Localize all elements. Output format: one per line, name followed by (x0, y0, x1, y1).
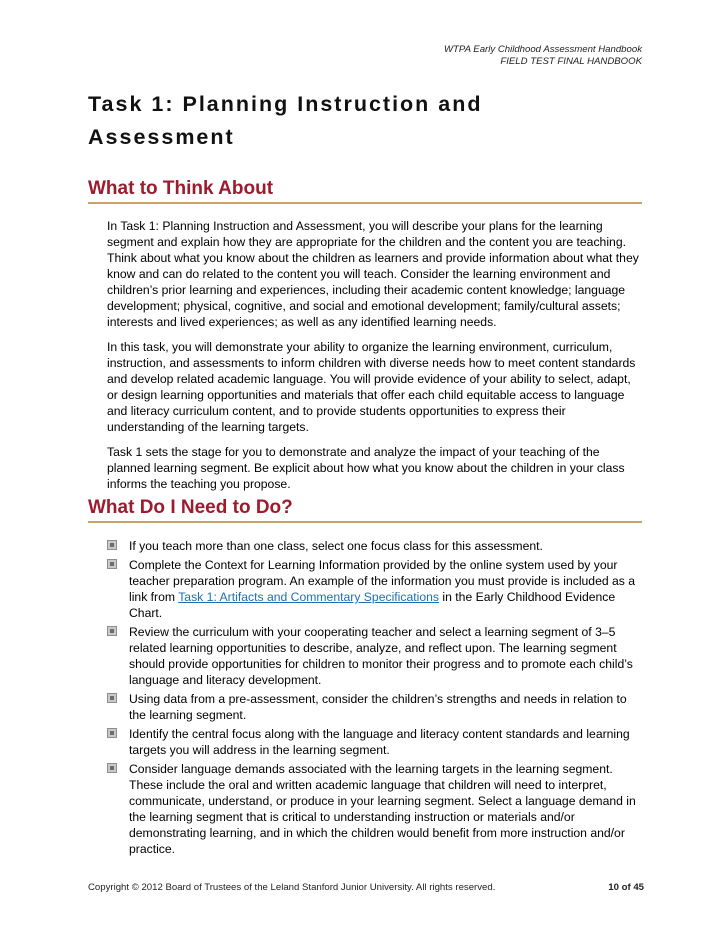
page-footer (88, 882, 644, 893)
paragraph: Task 1 sets the stage for you to demonstrate and analyze the impact of your teaching of the planned learning segment. Be explicit about how what you know about the children in your class informs the teaching you propose. (107, 445, 625, 491)
square-bullet-icon (107, 728, 117, 738)
section-what-to-think-about-body (107, 218, 643, 501)
square-bullet-icon (107, 559, 117, 569)
bullet-text: Review the curriculum with your cooperating teacher and select a learning segment of 3–5 related learning opportunities to describe, analyze, and reflect upon. The learning segment should provide opportunities for children to monitor their progress and to promote each child’s language and literacy development. (129, 625, 633, 687)
page-number: 10 of 45 (608, 882, 644, 893)
task-bullet-list (107, 538, 643, 860)
square-bullet-icon (107, 693, 117, 703)
bullet-text: If you teach more than one class, select one focus class for this assessment. (129, 539, 543, 553)
bullet-text: Using data from a pre-assessment, consider the children’s strengths and needs in relation to the learning segment. (129, 692, 627, 722)
list-item (107, 557, 643, 621)
header-handbook-title: WTPA Early Childhood Assessment Handbook (443, 44, 642, 55)
section-heading-what-to-think-about: What to Think About (88, 178, 642, 204)
paragraph: In this task, you will demonstrate your ability to organize the learning environment, curriculum, instruction, and assessments to inform children with diverse needs how to meet content standards and develop related academic language. You will provide evidence of your ability to select, adapt, or design learning opportunities and materials that offer each child equitable access to language and literacy curriculum content, and to provide students opportunities to express their understanding of the learning targets. (107, 340, 636, 434)
list-item (107, 726, 643, 758)
page-title (88, 88, 648, 154)
paragraph: In Task 1: Planning Instruction and Assessment, you will describe your plans for the learning segment and explain how they are appropriate for the children and the content you are teaching. Think about what you know about the children as learners and provide information about what they know and can do related to the content you will teach. Consider the learning environment and children’s prior learning and experiences, including their academic content knowledge; language development; physical, cognitive, and social and emotional development; family/cultural assets; interests and lived experiences; as well as any identified learning needs. (107, 219, 639, 329)
bullet-text: Complete the Context for Learning Information provided by the online system used by your teacher preparation program. An example of the information you must provide is included as a link from (129, 558, 636, 604)
bullet-text: Consider language demands associated with the learning targets in the learning segment. These include the oral and written academic language that children will need to interpret, communicate, understand, or produce in your learning segment. Select a language demand in the learning segment that is critical to understanding instruction or materials and/or demonstrating learning, and in which the children would benefit from more instruction and/or practice. (129, 762, 636, 856)
running-header (444, 44, 642, 68)
square-bullet-icon (107, 540, 117, 550)
title-line-1: Task 1: Planning Instruction and (88, 92, 483, 116)
list-item (107, 624, 643, 688)
artifacts-specifications-link[interactable]: Task 1: Artifacts and Commentary Specifications (178, 590, 440, 604)
bullet-text: in the Early Childhood Evidence Chart. (129, 590, 616, 620)
section-heading-what-do-i-need-to-do: What Do I Need to Do? (88, 497, 642, 523)
list-item (107, 538, 643, 554)
square-bullet-icon (107, 763, 117, 773)
title-line-2: Assessment (88, 125, 235, 149)
list-item (107, 761, 643, 857)
bullet-text: Identify the central focus along with the language and literacy content standards and learning targets you will address in the learning segment. (129, 727, 630, 757)
square-bullet-icon (107, 626, 117, 636)
list-item (107, 691, 643, 723)
header-edition: FIELD TEST FINAL HANDBOOK (500, 56, 642, 67)
copyright-notice: Copyright © 2012 Board of Trustees of the Leland Stanford Junior University. All rights reserved. (88, 882, 496, 893)
